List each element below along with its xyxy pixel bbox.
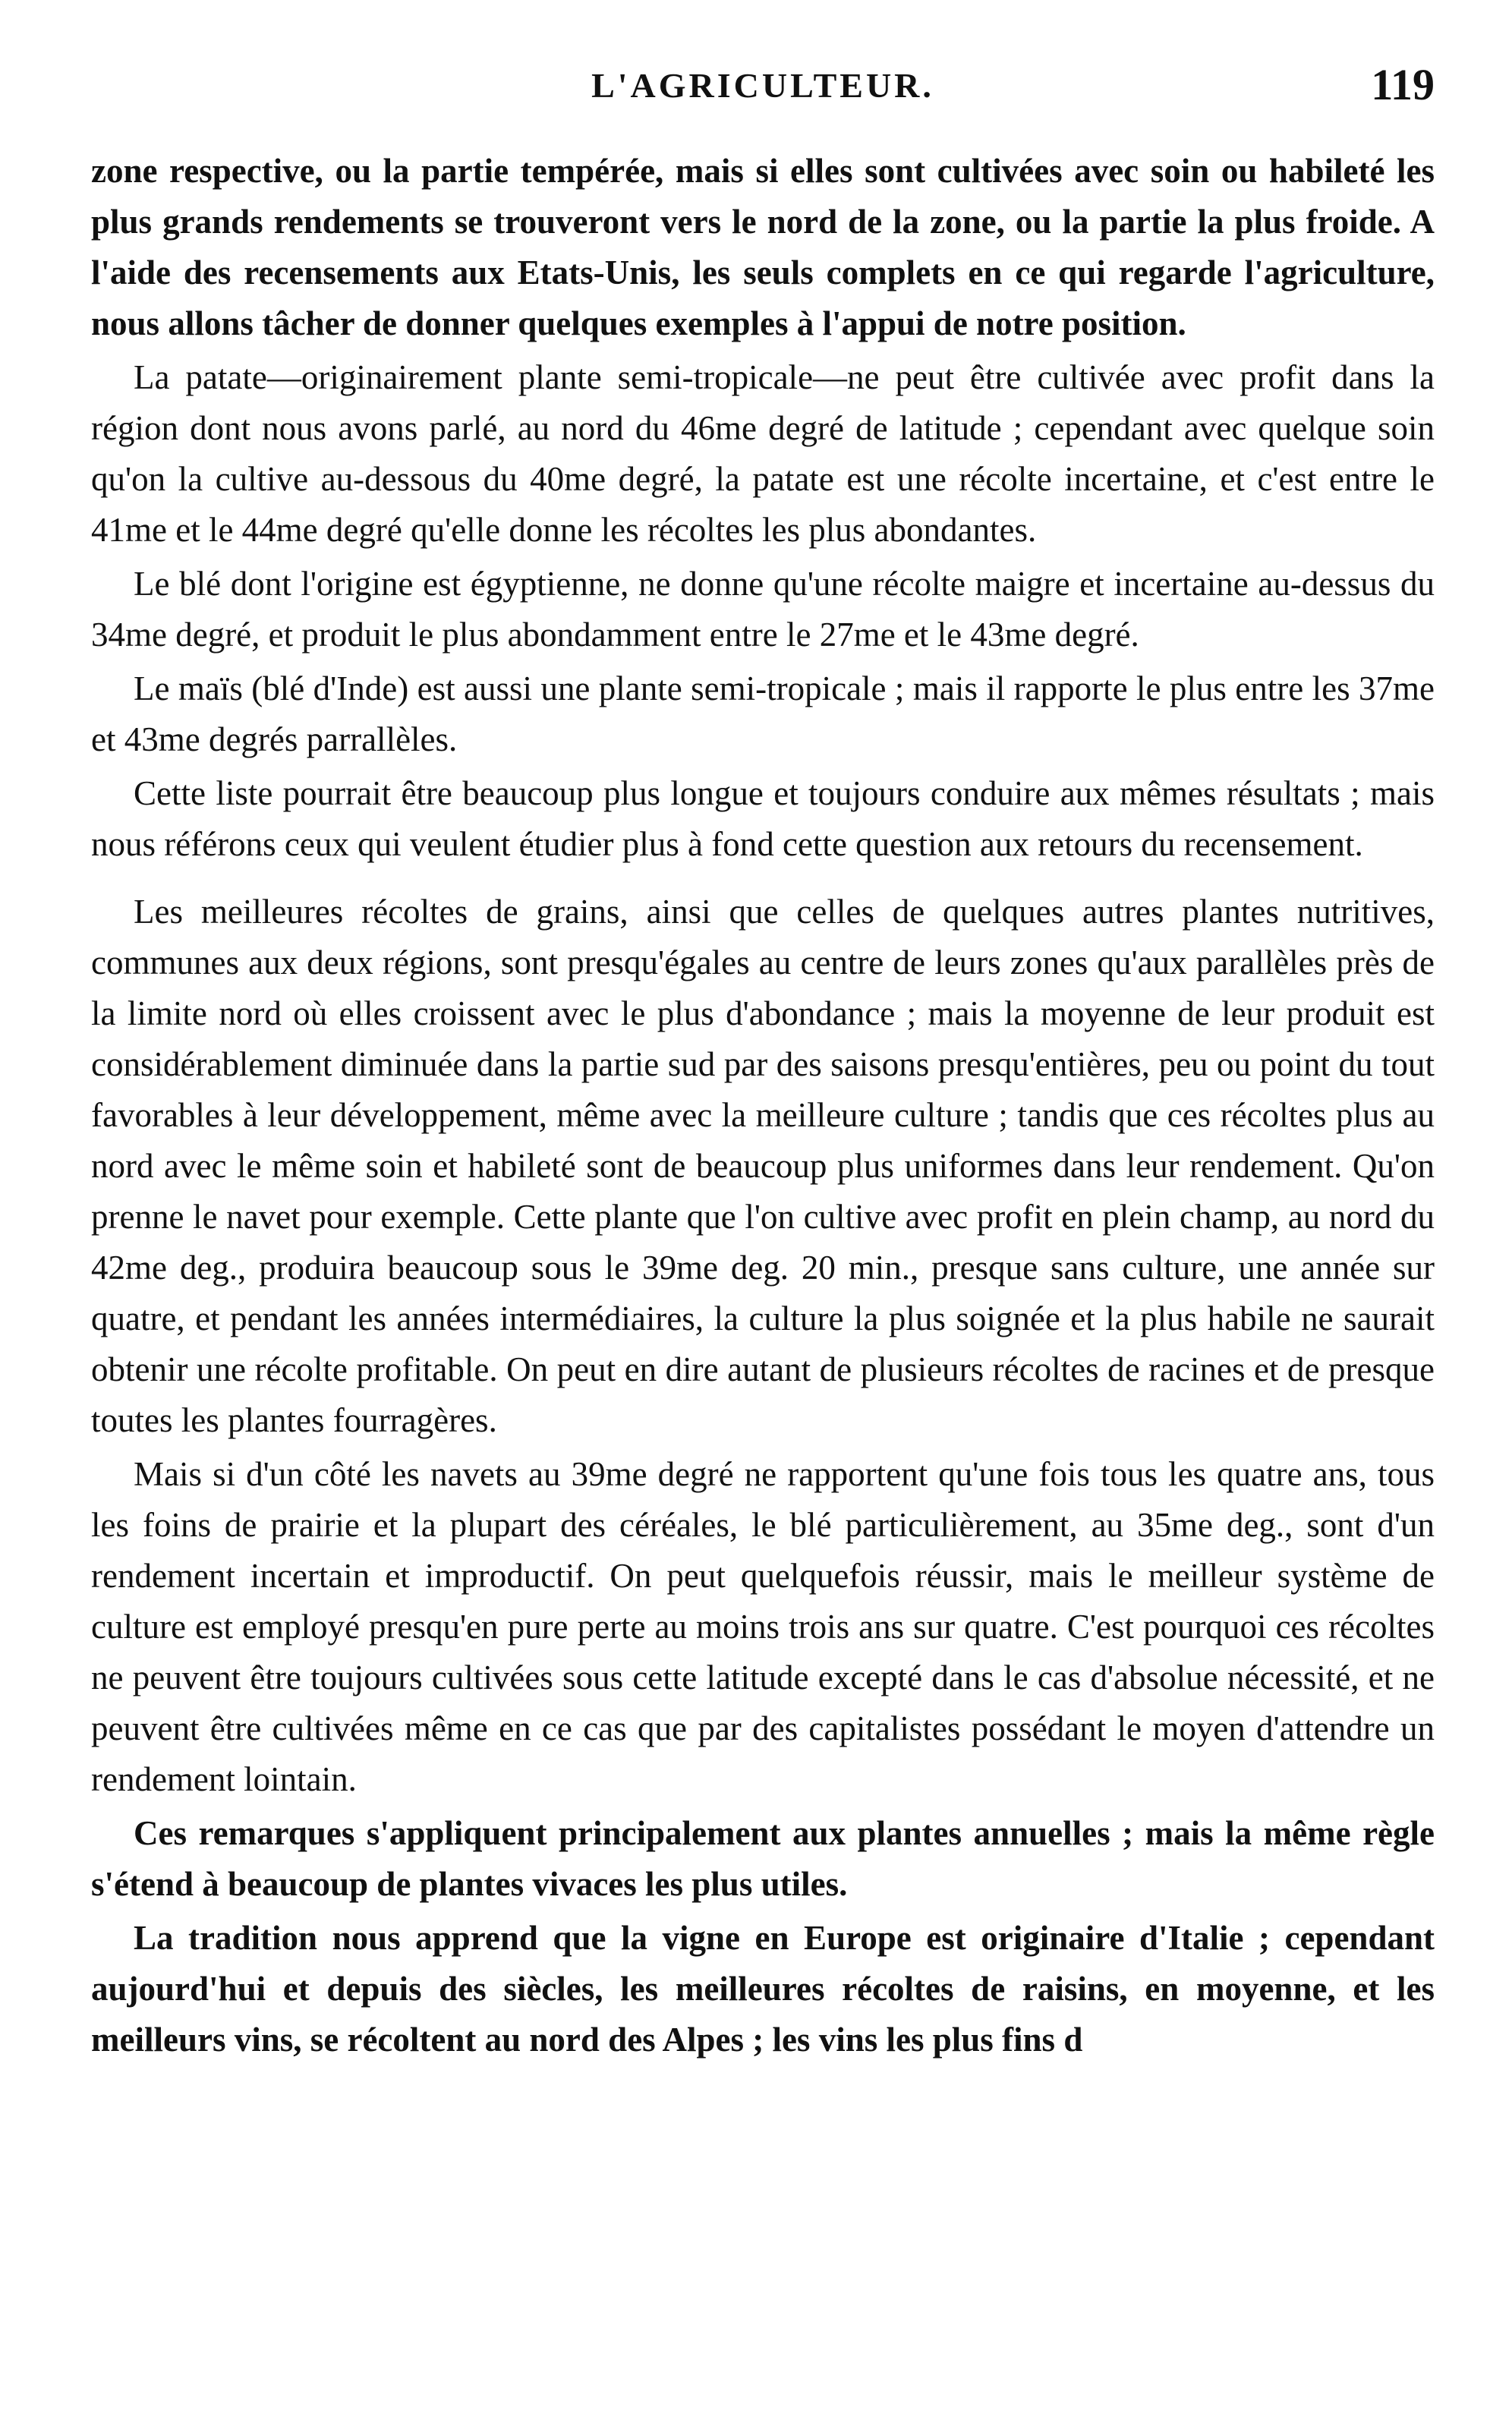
paragraph-continuation: zone respective, ou la partie tempérée, mais si elles sont cultivées avec soin ou habileté les plus grands rendements se trouveront vers le nord de la zone, ou la partie la plus froide. A l'aide des recensements aux Etats-Unis, les seuls complets en ce qui regarde l'agriculture, nous allons tâcher de donner quelques exemples à l'appui de notre position.	[91, 152, 1435, 342]
body-text	[91, 146, 1435, 2065]
paragraph-vine-tradition: La tradition nous apprend que la vigne en Europe est originaire d'Italie ; cependant aujourd'hui et depuis des siècles, les meilleures récoltes de raisins, en moyenne, et les meilleurs vins, se récoltent au nord des Alpes ; les vins les plus fins d	[91, 1919, 1435, 2059]
paragraph-grain-harvests: Les meilleures récoltes de grains, ainsi que celles de quelques autres plantes nutritives, communes aux deux régions, sont presqu'égales au centre de leurs zones qu'aux parallèles près de la limite nord où elles croissent avec le plus d'abondance ; mais la moyenne de leur produit est considérablement diminuée dans la partie sud par des saisons presqu'entières, peu ou point du tout favorables à leur développement, même avec la meilleure culture ; tandis que ces récoltes plus au nord avec le même soin et habileté sont de beaucoup plus uniformes dans leur rendement. Qu'on prenne le navet pour exemple. Cette plante que l'on cultive avec profit en plein champ, au nord du 42me deg., produira beaucoup sous le 39me deg. 20 min., presque sans culture, une année sur quatre, et pendant les années intermédiaires, la culture la plus soignée et la plus habile ne saurait obtenir une récolte profitable. On peut en dire autant de plusieurs récoltes de racines et de presque toutes les plantes fourragères.	[91, 893, 1435, 1439]
paragraph-annual-plants: Ces remarques s'appliquent principalement aux plantes annuelles ; mais la même règle s'étend à beaucoup de plantes vivaces les plus utiles.	[91, 1814, 1435, 1903]
book-page	[91, 59, 1435, 2068]
page-number: 119	[1371, 60, 1435, 109]
running-title: L'AGRICULTEUR.	[591, 66, 934, 105]
paragraph-potato: La patate—originairement plante semi-tropicale—ne peut être cultivée avec profit dans la région dont nous avons parlé, au nord du 46me degré de latitude ; cependant avec quelque soin qu'on la cultive au-dessous du 40me degré, la patate est une récolte incertaine, et c'est entre le 41me et le 44me degré qu'elle donne les récoltes les plus abondantes.	[91, 358, 1435, 549]
paragraph-corn: Le maïs (blé d'Inde) est aussi une plante semi-tropicale ; mais il rapporte le plus entre les 37me et 43me degrés parrallèles.	[91, 669, 1435, 758]
paragraph-census: Cette liste pourrait être beaucoup plus longue et toujours conduire aux mêmes résultats ; mais nous référons ceux qui veulent étudier plus à fond cette question aux retours du recensement.	[91, 774, 1435, 863]
paragraph-wheat: Le blé dont l'origine est égyptienne, ne donne qu'une récolte maigre et incertaine au-dessus du 34me degré, et produit le plus abondamment entre le 27me et le 43me degré.	[91, 565, 1435, 654]
page-header	[91, 59, 1435, 135]
paragraph-turnips: Mais si d'un côté les navets au 39me degré ne rapportent qu'une fois tous les quatre ans, tous les foins de prairie et la plupart des céréales, le blé particulièrement, au 35me deg., sont d'un rendement incertain et improductif. On peut quelquefois réussir, mais le meilleur système de culture est employé presqu'en pure perte au moins trois ans sur quatre. C'est pourquoi ces récoltes ne peuvent être toujours cultivées sous cette latitude excepté dans le cas d'absolue nécessité, et ne peuvent être cultivées même en ce cas que par des capitalistes possédant le moyen d'attendre un rendement lointain.	[91, 1455, 1435, 1798]
